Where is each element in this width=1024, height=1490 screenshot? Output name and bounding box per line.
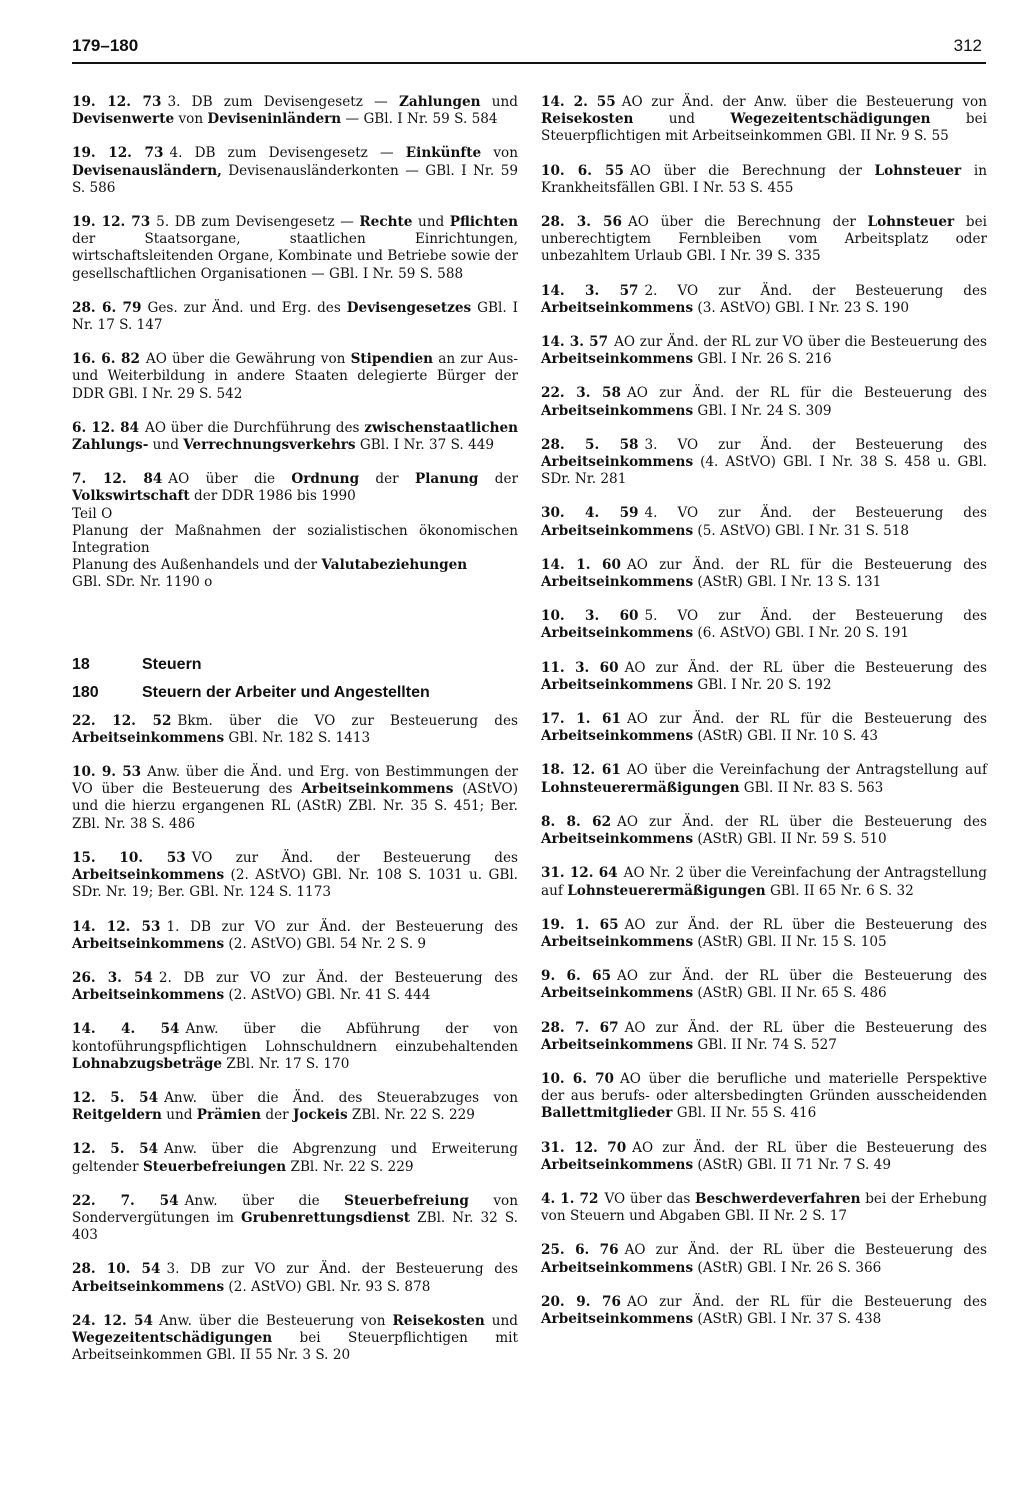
- entry-list-left-bottom: [72, 713, 518, 1365]
- keyword: Wegezeitentschädigungen: [730, 111, 931, 128]
- entry-text: (3. AStVO) GBl. I Nr. 23 S. 190: [693, 299, 910, 316]
- entry-text: (6. AStVO) GBl. I Nr. 20 S. 191: [693, 625, 910, 642]
- entry-list-item: [72, 1021, 518, 1073]
- entry-text: Anw. über die Besteuerung von: [158, 1312, 393, 1329]
- keyword: zwischenstaatlichen Zahlungs-: [72, 419, 518, 454]
- entry-text: Anw. über die Änd. und Erg. von Bestimmungen der VO über die Besteuerung des: [72, 764, 518, 798]
- keyword: Volkswirtschaft: [72, 488, 190, 505]
- entry-list-item: [72, 1193, 518, 1245]
- entry-text: ZBl. Nr. 17 S. 170: [222, 1055, 350, 1072]
- keyword: Lohnsteuer: [874, 162, 962, 179]
- entry-list-item: [72, 764, 518, 833]
- entry-text: 5. DB zum Devisengesetz —: [156, 214, 360, 231]
- section-heading: [72, 655, 518, 675]
- entry-list-item: [72, 94, 518, 128]
- entry-text: ZBl. Nr. 22 S. 229: [347, 1107, 475, 1124]
- entry-list-item: [72, 351, 518, 403]
- entry-text: 3. DB zum Devisengesetz —: [167, 94, 399, 110]
- entry-date: 22. 3. 58: [541, 385, 621, 402]
- entry-list-item: [541, 437, 987, 489]
- entry-list-item: [541, 94, 987, 146]
- keyword: Lohnsteuerermäßigungen: [541, 779, 740, 796]
- keyword: Arbeitseinkommens: [72, 867, 225, 884]
- entry-subline: [72, 523, 518, 557]
- entry-date: 14. 1. 60: [541, 556, 621, 573]
- keyword: Arbeitseinkommens: [541, 831, 694, 848]
- entry-text: Bkm. über die VO zur Besteuerung des: [177, 712, 518, 729]
- entry-list-item: [72, 420, 518, 454]
- entry-text: AO zur Änd. der RL für die Besteuerung des: [626, 1293, 987, 1310]
- entry-text: und: [484, 1312, 518, 1329]
- entry-list-item: [72, 1313, 518, 1365]
- keyword: Arbeitseinkommens: [72, 729, 225, 746]
- entry-text: AO zur Änd. der RL über die Besteuerung des: [624, 916, 987, 933]
- entry-text: AO zur Änd. der RL über die Besteuerung des: [632, 1139, 987, 1156]
- entry-date: 17. 1. 61: [541, 711, 621, 728]
- entry-list-item: [541, 814, 987, 848]
- entry-text: Planung des Außenhandels und der: [72, 557, 322, 574]
- entry-text: AO über die Gewährung von: [145, 351, 351, 368]
- entry-text: AO zur Änd. der RL über die Besteuerung des: [617, 968, 987, 985]
- entry-text: und: [161, 1107, 197, 1124]
- keyword: Steuerbefreiungen: [142, 1158, 287, 1175]
- entry-list-item: [541, 917, 987, 951]
- entry-date: 28. 10. 54: [72, 1261, 161, 1278]
- entry-text: der: [261, 1107, 293, 1124]
- section-number: 18: [72, 655, 90, 673]
- keyword: Jockeis: [292, 1107, 348, 1124]
- keyword: Valutabeziehungen: [321, 557, 468, 574]
- entry-list-item: [72, 919, 518, 953]
- section-title: Steuern: [142, 655, 202, 673]
- keyword: Arbeitseinkommens: [541, 1310, 694, 1327]
- entry-text: in Krankheitsfällen GBl. I Nr. 53 S. 455: [541, 162, 987, 196]
- entry-list-item: [541, 214, 987, 266]
- entry-text: GBl. SDr. Nr. 1190 o: [72, 574, 213, 591]
- keyword: Reitgeldern: [72, 1107, 162, 1124]
- right-column: [541, 94, 987, 1345]
- entry-date: 31. 12. 70: [541, 1139, 627, 1156]
- entry-text: (AStR) GBl. I Nr. 37 S. 438: [693, 1310, 882, 1327]
- entry-date: 19. 12. 73: [72, 145, 164, 162]
- entry-text: bei der Erhebung von Steuern und Abgaben GBl. II Nr. 2 S. 17: [541, 1190, 988, 1225]
- entry-list-item: [541, 608, 987, 642]
- entry-text: (AStVO) und die hierzu ergangenen RL (AStR) ZBl. Nr. 35 S. 451; Ber. ZBl. Nr. 38 S. 486: [72, 781, 519, 832]
- entry-date: 6. 12. 84: [72, 419, 140, 436]
- entry-date: 28. 6. 79: [72, 299, 142, 316]
- section-headings: [72, 655, 518, 703]
- entry-date: 18. 12. 61: [541, 762, 621, 779]
- entry-date: 16. 6. 82: [72, 351, 140, 368]
- keyword: Steuerbefreiung: [344, 1192, 469, 1209]
- entry-text: GBl. Nr. 182 S. 1413: [224, 729, 371, 746]
- entry-list-item: [72, 1141, 518, 1175]
- entry-text: AO zur Änd. der RL zur VO über die Besteuerung des: [614, 334, 987, 351]
- entry-text: Anw. über die Änd. des Steuerabzuges von: [164, 1089, 518, 1106]
- page-number: 312: [953, 36, 982, 55]
- keyword: Arbeitseinkommens: [301, 781, 454, 798]
- entry-text: GBl. I Nr. 24 S. 309: [693, 402, 832, 419]
- entry-text: der: [359, 471, 416, 488]
- entry-list-item: [541, 711, 987, 745]
- keyword: Arbeitseinkommens: [541, 985, 694, 1002]
- keyword: Lohnabzugsbeträge: [72, 1055, 223, 1072]
- entry-date: 7. 12. 84: [72, 471, 163, 488]
- entry-text: AO zur Änd. der RL für die Besteuerung des: [626, 385, 987, 402]
- keyword: Arbeitseinkommens: [541, 1156, 694, 1173]
- entry-text: (AStR) GBl. II 71 Nr. 7 S. 49: [693, 1156, 891, 1173]
- entry-text: Ges. zur Änd. und Erg. des: [147, 299, 347, 316]
- entry-text: bei Steuerpflichtigen mit Arbeitseinkommen GBl. II Nr. 9 S. 55: [541, 111, 987, 145]
- entry-list-item: [541, 1020, 987, 1054]
- entry-date: 10. 6. 70: [541, 1070, 614, 1087]
- keyword: Arbeitseinkommens: [541, 728, 694, 745]
- keyword: Ballettmitglieder: [541, 1105, 673, 1122]
- entry-date: 12. 5. 54: [72, 1141, 159, 1158]
- entry-list-item: [541, 968, 987, 1002]
- entry-text: Anw. über die Abgrenzung und Erweiterung geltender: [72, 1141, 518, 1175]
- entry-text: AO zur Änd. der RL für die Besteuerung des: [626, 711, 987, 728]
- keyword: Rechte: [359, 214, 413, 231]
- entry-text: von Sondervergütungen im: [72, 1192, 518, 1226]
- entry-list-item: [541, 1242, 987, 1276]
- entry-subline: [72, 557, 518, 574]
- entry-text: AO über die Berechnung der: [629, 162, 875, 179]
- entry-text: der Staatsorgane, staatlichen Einrichtungen, wirtschaftsleitenden Organe, Kombinate und Betriebe sowie der gesellschaftlichen Organisationen — GBl. I Nr. 59 S. 588: [72, 231, 518, 282]
- entry-list-item: [72, 471, 518, 591]
- entry-text: AO zur Änd. der RL über die Besteuerung des: [624, 1242, 987, 1259]
- entry-text: AO Nr. 2 über die Vereinfachung der Antragstellung auf: [541, 865, 988, 899]
- entry-text: und: [148, 437, 184, 454]
- entry-text: (2. AStVO) GBl. Nr. 41 S. 444: [224, 987, 431, 1004]
- entry-subline: [72, 574, 518, 591]
- keyword: Arbeitseinkommens: [72, 987, 225, 1004]
- entry-list-item: [541, 283, 987, 317]
- entry-text: (AStR) GBl. I Nr. 13 S. 131: [693, 574, 882, 591]
- entry-list-item: [541, 334, 987, 368]
- keyword: Prämien: [196, 1107, 262, 1124]
- entry-text: AO zur Änd. der RL über die Besteuerung des: [624, 1019, 987, 1036]
- entry-text: und: [412, 214, 450, 231]
- entry-text: (AStR) GBl. II Nr. 65 S. 486: [693, 985, 887, 1002]
- entry-list-item: [72, 1261, 518, 1295]
- entry-text: und: [633, 111, 731, 128]
- keyword: Arbeitseinkommens: [541, 625, 694, 642]
- keyword: Deviseninländern: [207, 111, 342, 128]
- entry-text: GBl. I Nr. 17 S. 147: [72, 299, 518, 334]
- entry-text: von: [174, 111, 208, 128]
- entry-text: (2. AStVO) GBl. Nr. 108 S. 1031 u. GBl. SDr. Nr. 19; Ber. GBl. Nr. 124 S. 1173: [72, 867, 518, 901]
- entry-text: von: [481, 145, 518, 162]
- entry-text: ZBl. Nr. 22 S. 229: [286, 1158, 414, 1175]
- entry-text: 5. VO zur Änd. der Besteuerung des: [644, 608, 987, 625]
- entry-text: Teil O: [72, 505, 113, 522]
- entry-list-item: [541, 557, 987, 591]
- entry-list-item: [72, 713, 518, 747]
- entry-text: AO über die Berechnung der: [627, 214, 868, 231]
- entry-text: 3. VO zur Änd. der Besteuerung des: [644, 436, 987, 453]
- entry-text: GBl. II Nr. 55 S. 416: [672, 1105, 817, 1122]
- entry-list-item: [541, 385, 987, 419]
- entry-list-item: [541, 1191, 987, 1225]
- entry-list-item: [72, 300, 518, 334]
- entry-date: 28. 3. 56: [541, 214, 622, 231]
- section-title: Steuern der Arbeiter und Angestellten: [142, 683, 430, 701]
- entry-text: GBl. I Nr. 37 S. 449: [355, 437, 495, 454]
- entry-date: 14. 4. 54: [72, 1021, 180, 1038]
- entry-text: (4. AStVO) GBl. I Nr. 38 S. 458 u. GBl. SDr. Nr. 281: [541, 454, 987, 488]
- header-rule: [72, 62, 986, 64]
- entry-text: ZBl. Nr. 32 S. 403: [72, 1209, 519, 1244]
- entry-date: 19. 12. 73: [72, 214, 151, 231]
- keyword: Pflichten: [449, 214, 519, 231]
- entry-date: 14. 3. 57: [541, 334, 609, 351]
- entry-text: AO über die berufliche und materielle Perspektive der aus berufs- oder altersbedingten Gründen ausscheidenden: [541, 1070, 987, 1105]
- entry-text: GBl. I Nr. 26 S. 216: [693, 351, 832, 368]
- entry-text: Planung der Maßnahmen der sozialistischen ökonomischen Integration: [72, 522, 518, 557]
- entry-list-item: [541, 660, 987, 694]
- entry-text: (AStR) GBl. II Nr. 59 S. 510: [693, 831, 887, 848]
- entry-list-item: [541, 865, 987, 899]
- entry-text: (5. AStVO) GBl. I Nr. 31 S. 518: [693, 522, 910, 539]
- entry-date: 19. 1. 65: [541, 916, 619, 933]
- entry-list-item: [72, 145, 518, 197]
- keyword: Stipendien: [350, 351, 434, 368]
- entry-text: Anw. über die: [184, 1192, 345, 1209]
- entry-text: VO über das: [604, 1190, 695, 1207]
- entry-text: 3. DB zur VO zur Änd. der Besteuerung des: [166, 1261, 518, 1278]
- entry-text: der: [478, 471, 518, 488]
- entry-list-left-top: [72, 94, 518, 454]
- entry-text: (2. AStVO) GBl. Nr. 93 S. 878: [224, 1278, 431, 1295]
- entry-list-item: [72, 1090, 518, 1124]
- keyword: Arbeitseinkommens: [541, 351, 694, 368]
- keyword: Ordnung: [291, 471, 360, 488]
- entry-text: GBl. II 65 Nr. 6 S. 32: [765, 882, 914, 899]
- entry-date: 9. 6. 65: [541, 968, 612, 985]
- entry-text: 2. VO zur Änd. der Besteuerung des: [644, 282, 987, 299]
- entry-text: AO zur Änd. der RL für die Besteuerung des: [626, 556, 987, 573]
- entry-list-item: [541, 762, 987, 796]
- keyword: Einkünfte: [405, 145, 482, 162]
- entry-date: 14. 2. 55: [541, 94, 616, 110]
- entry-text: GBl. I Nr. 20 S. 192: [693, 676, 832, 693]
- entry-list-right: [541, 94, 987, 1328]
- keyword: Lohnsteuer: [867, 214, 955, 231]
- entry-date: 25. 6. 76: [541, 1242, 619, 1259]
- entry-date: 12. 5. 54: [72, 1089, 159, 1106]
- entry-text: und: [480, 94, 518, 110]
- keyword: Reisekosten: [541, 111, 634, 128]
- keyword: Arbeitseinkommens: [541, 574, 694, 591]
- keyword: Arbeitseinkommens: [541, 1036, 694, 1053]
- entry-date: 4. 1. 72: [541, 1190, 599, 1207]
- entry-date: 26. 3. 54: [72, 969, 153, 986]
- entry-date: 30. 4. 59: [541, 505, 639, 522]
- entry-text: AO zur Änd. der Anw. über die Besteuerung von: [621, 94, 987, 110]
- entry-text: 4. VO zur Änd. der Besteuerung des: [644, 505, 987, 522]
- entry-date: 20. 9. 76: [541, 1293, 621, 1310]
- entry-text: an zur Aus- und Weiterbildung in andere Staaten delegierte Bürger der DDR GBl. I Nr. 29 S. 542: [72, 351, 518, 402]
- keyword: Arbeitseinkommens: [541, 522, 694, 539]
- entry-date: 22. 12. 52: [72, 712, 172, 729]
- entry-text: 2. DB zur VO zur Änd. der Besteuerung des: [158, 969, 518, 986]
- entry-list-item: [541, 1140, 987, 1174]
- keyword: Devisenausländern,: [72, 162, 222, 179]
- entry-text: 1. DB zur VO zur Änd. der Besteuerung des: [166, 918, 518, 935]
- entry-text: AO über die: [168, 471, 292, 488]
- entry-date: 24. 12. 54: [72, 1312, 153, 1329]
- entry-date: 10. 9. 53: [72, 764, 142, 781]
- entry-subline: [72, 506, 518, 523]
- entry-list-item: [72, 850, 518, 902]
- keyword: Arbeitseinkommens: [541, 676, 694, 693]
- entry-text: (AStR) GBl. I Nr. 26 S. 366: [693, 1259, 882, 1276]
- keyword: Verrechnungsverkehrs: [183, 437, 356, 454]
- entry-date: 28. 5. 58: [541, 436, 639, 453]
- section-number: 180: [72, 683, 99, 701]
- entry-text: AO zur Änd. der RL über die Besteuerung des: [617, 813, 987, 830]
- entry-text: AO zur Änd. der RL über die Besteuerung des: [624, 659, 987, 676]
- entry-date: 14. 12. 53: [72, 918, 161, 935]
- entry-list-item: [72, 214, 518, 283]
- entry-list-item: [541, 505, 987, 539]
- entry-text: bei Steuerpflichtigen mit Arbeitseinkommen GBl. II 55 Nr. 3 S. 20: [72, 1329, 518, 1364]
- entry-text: (2. AStVO) GBl. 54 Nr. 2 S. 9: [224, 935, 427, 952]
- entry-date: 10. 6. 55: [541, 162, 624, 179]
- keyword: Arbeitseinkommens: [541, 454, 694, 471]
- entry-date: 14. 3. 57: [541, 282, 639, 299]
- entry-date: 10. 3. 60: [541, 608, 639, 625]
- page-header-left: 179–180: [72, 36, 139, 55]
- entry-list-item: [541, 1294, 987, 1328]
- entry-text: der DDR 1986 bis 1990: [189, 488, 356, 505]
- keyword: Devisenwerte: [72, 111, 175, 128]
- entry-text: GBl. II Nr. 74 S. 527: [693, 1036, 837, 1053]
- entry-text: Devisenausländerkonten — GBl. I Nr. 59 S. 586: [72, 162, 518, 196]
- entry-list-item: [541, 1071, 987, 1123]
- entry-date: 28. 7. 67: [541, 1019, 619, 1036]
- entry-date: 8. 8. 62: [541, 813, 612, 830]
- keyword: Arbeitseinkommens: [541, 299, 694, 316]
- entry-list-item: [72, 970, 518, 1004]
- keyword: Arbeitseinkommens: [72, 935, 225, 952]
- keyword: Zahlungen: [398, 94, 481, 110]
- keyword: Arbeitseinkommens: [541, 402, 694, 419]
- entry-list-item: [541, 163, 987, 197]
- keyword: Devisengesetzes: [346, 299, 472, 316]
- keyword: Wegezeitentschädigungen: [72, 1329, 273, 1346]
- entry-text: (AStR) GBl. II Nr. 10 S. 43: [693, 728, 878, 745]
- entry-text: AO über die Durchführung des: [145, 419, 365, 436]
- entry-text: AO über die Vereinfachung der Antragstellung auf: [626, 762, 987, 779]
- entry-date: 19. 12. 73: [72, 94, 162, 110]
- entry-date: 11. 3. 60: [541, 659, 619, 676]
- keyword: Arbeitseinkommens: [541, 1259, 694, 1276]
- keyword: Planung: [415, 471, 479, 488]
- entry-text: bei unberechtigtem Fernbleiben vom Arbeitsplatz oder unbezahltem Urlaub GBl. I Nr. 39 S. 335: [541, 214, 987, 265]
- entry-text: 4. DB zum Devisengesetz —: [169, 145, 406, 162]
- keyword: Lohnsteuerermäßigungen: [567, 882, 766, 899]
- entry-text: (AStR) GBl. II Nr. 15 S. 105: [693, 933, 887, 950]
- entry-date: 15. 10. 53: [72, 849, 186, 866]
- keyword: Grubenrettungsdienst: [240, 1209, 411, 1226]
- entry-date: 31. 12. 64: [541, 865, 618, 882]
- left-column: [72, 94, 518, 1381]
- subsection-heading: [72, 683, 518, 703]
- keyword: Arbeitseinkommens: [541, 933, 694, 950]
- entry-text: — GBl. I Nr. 59 S. 584: [341, 111, 498, 128]
- entry-date: 22. 7. 54: [72, 1192, 179, 1209]
- entry-text: GBl. II Nr. 83 S. 563: [739, 779, 884, 796]
- keyword: Arbeitseinkommens: [72, 1278, 225, 1295]
- entry-text: Anw. über die Abführung der von kontoführungspflichtigen Lohnschuldnern einzubehaltenden: [72, 1021, 518, 1055]
- entry-text: VO zur Änd. der Besteuerung des: [191, 849, 518, 866]
- keyword: Beschwerdeverfahren: [694, 1190, 861, 1207]
- keyword: Reisekosten: [392, 1312, 485, 1329]
